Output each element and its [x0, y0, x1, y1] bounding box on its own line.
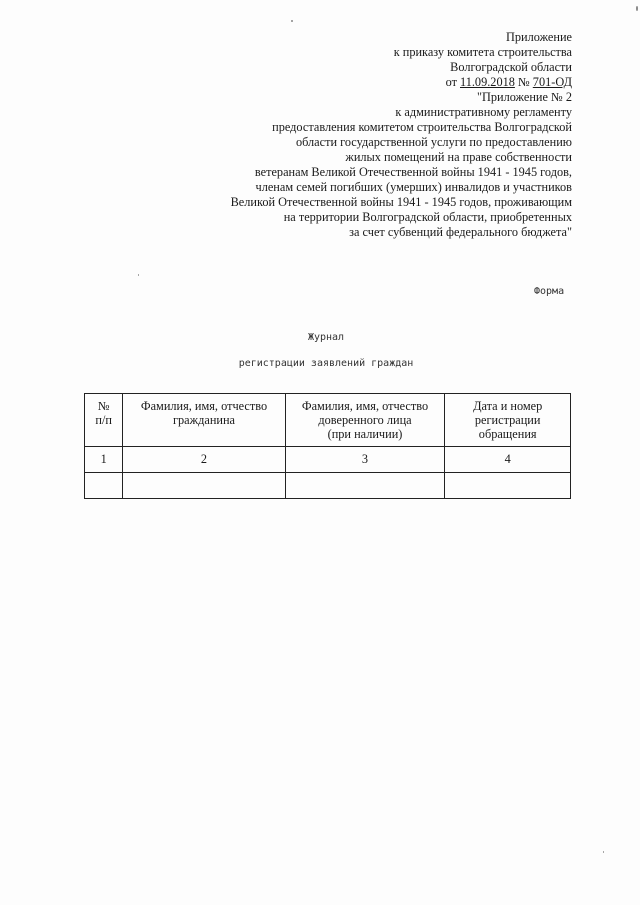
order-date: 11.09.2018	[460, 75, 515, 89]
header-line: Приложение	[506, 30, 572, 44]
scan-speck	[636, 6, 638, 11]
empty-cell	[85, 473, 123, 499]
header-line: членам семей погибших (умерших) инвалидов и участников	[255, 180, 572, 194]
header-cell-number: № п/п	[85, 394, 123, 447]
header-cell-registration: Дата и номер регистрации обращения	[445, 394, 571, 447]
journal-title: Журнал	[307, 332, 345, 343]
journal-subtitle: регистрации заявлений граждан	[238, 358, 414, 369]
date-prefix: от	[445, 75, 461, 89]
column-number-cell: 4	[445, 447, 571, 473]
registration-journal-table	[84, 393, 571, 499]
header-line: "Приложение № 2	[476, 90, 572, 104]
table-row	[85, 473, 571, 499]
header-line: жилых помещений на праве собственности	[345, 150, 572, 164]
scan-speck	[138, 274, 139, 276]
form-label: Форма	[534, 286, 565, 297]
scan-speck	[291, 20, 293, 22]
header-line: к приказу комитета строительства	[393, 45, 572, 59]
order-date-number-line	[152, 75, 572, 90]
appendix-header	[152, 30, 572, 240]
header-cell-proxy-name: Фамилия, имя, отчество доверенного лица (при наличии)	[285, 394, 445, 447]
empty-cell	[285, 473, 445, 499]
header-line: на территории Волгоградской области, приобретенных	[283, 210, 572, 224]
header-line: предоставления комитетом строительства Волгоградской	[272, 120, 572, 134]
order-number: 701-ОД	[532, 75, 572, 89]
empty-cell	[445, 473, 571, 499]
number-prefix: №	[514, 75, 533, 89]
column-number-cell: 2	[123, 447, 285, 473]
header-line: области государственной услуги по предоставлению	[295, 135, 572, 149]
column-number-cell: 1	[85, 447, 123, 473]
header-cell-citizen-name: Фамилия, имя, отчество гражданина	[123, 394, 285, 447]
header-line: к административному регламенту	[395, 105, 572, 119]
header-line: за счет субвенций федерального бюджета"	[349, 225, 572, 239]
empty-cell	[123, 473, 285, 499]
table-header-row	[85, 394, 571, 447]
column-number-cell: 3	[285, 447, 445, 473]
column-number-row	[85, 447, 571, 473]
header-line: Великой Отечественной войны 1941 - 1945 годов, проживающим	[230, 195, 572, 209]
header-line: Волгоградской области	[450, 60, 572, 74]
header-line: ветеранам Великой Отечественной войны 1941 - 1945 годов,	[254, 165, 572, 179]
scan-speck	[603, 851, 604, 853]
